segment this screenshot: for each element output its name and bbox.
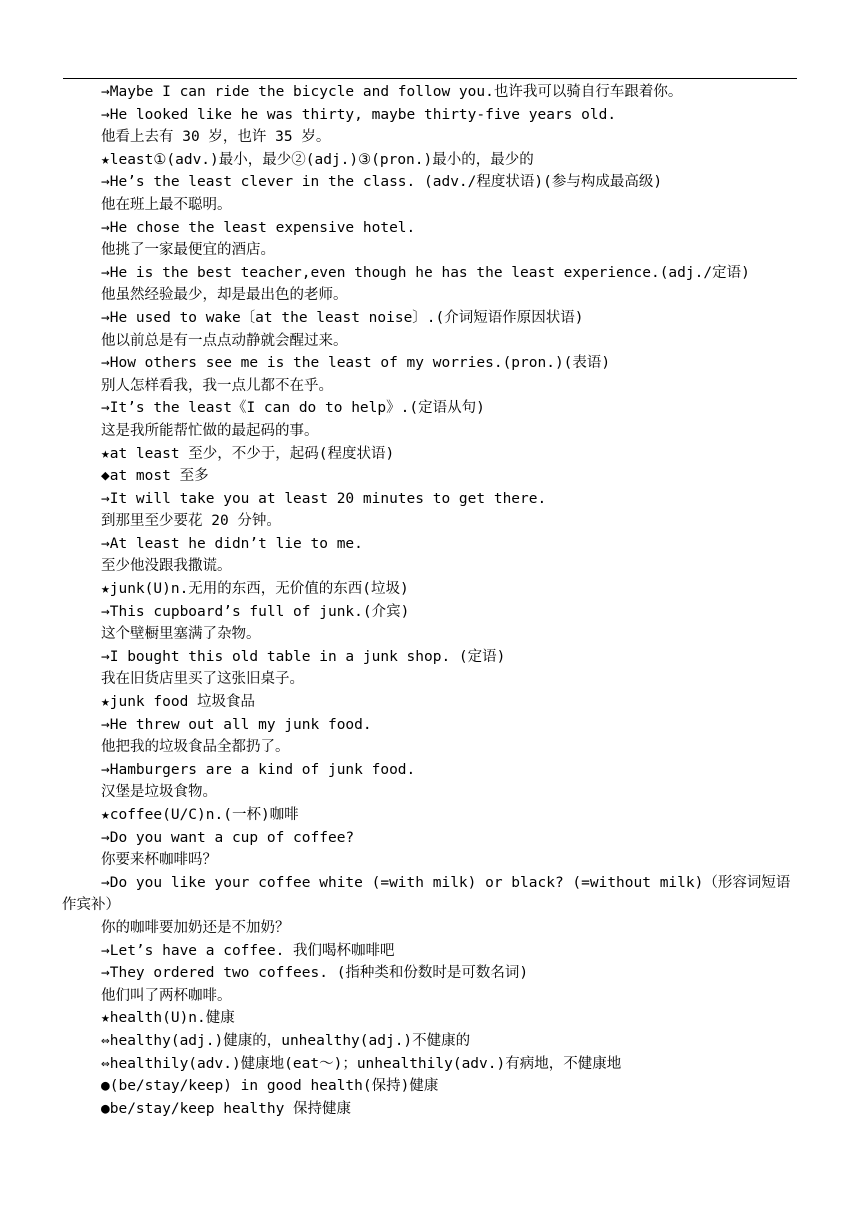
text-line: ★at least 至少，不少于，起码(程度状语): [101, 445, 395, 462]
text-line: →He is the best teacher,even though he has the least experience.(adj./定语): [101, 264, 750, 281]
text-line: →They ordered two coffees. (指种类和份数时是可数名词): [101, 965, 529, 982]
text-line: 别人怎样看我，我一点儿都不在乎。: [101, 377, 333, 394]
text-line: →He chose the least expensive hotel.: [101, 219, 416, 236]
text-line: 你要来杯咖啡吗？: [101, 852, 217, 869]
text-line: 他挑了一家最便宜的酒店。: [101, 242, 275, 259]
text-line: →How others see me is the least of my worries.(pron.)(表语): [101, 355, 611, 372]
text-line: 我在旧货店里买了这张旧桌子。: [101, 671, 304, 688]
text-line: 他虽然经验最少，却是最出色的老师。: [101, 287, 348, 304]
text-line: ●(be/stay/keep) in good health(保持)健康: [101, 1078, 439, 1095]
text-line: 你的咖啡要加奶还是不加奶？: [101, 919, 290, 936]
text-line: 到那里至少要花 20 分钟。: [101, 513, 281, 530]
text-line-wrapped: →Do you like your coffee white (=with milk) or black? (=without milk)（形容词短语作宾补）: [62, 874, 791, 914]
text-line: ⇔healthy(adj.)健康的，unhealthy(adj.)不健康的: [101, 1032, 471, 1049]
text-line: 他以前总是有一点点动静就会醒过来。: [101, 332, 348, 349]
text-line: 他把我的垃圾食品全都扔了。: [101, 739, 290, 756]
text-line: →I bought this old table in a junk shop. (定语): [101, 648, 506, 665]
text-line: 至少他没跟我撒谎。: [101, 558, 232, 575]
text-line: 这是我所能帮忙做的最起码的事。: [101, 422, 319, 439]
text-line: →It will take you at least 20 minutes to get there.: [101, 490, 547, 507]
text-line: →Maybe I can ride the bicycle and follow you.也许我可以骑自行车跟着你。: [101, 84, 683, 100]
text-line: →Do you want a cup of coffee?: [101, 829, 355, 846]
header-rule: [63, 78, 797, 79]
text-line: ★coffee(U/C)n.(一杯)咖啡: [101, 807, 299, 823]
text-line: ⇔healthily(adv.)健康地(eat～)；unhealthily(adv.)有病地，不健康地: [101, 1055, 622, 1072]
text-line: ★health(U)n.健康: [101, 1010, 235, 1027]
text-line: 汉堡是垃圾食物。: [101, 784, 217, 801]
text-line: →He threw out all my junk food.: [101, 716, 372, 733]
text-line: ●be/stay/keep healthy 保持健康: [101, 1100, 352, 1117]
text-line: ★junk food 垃圾食品: [101, 694, 256, 711]
text-line: →He looked like he was thirty, maybe thirty-five years old.: [101, 106, 617, 123]
text-line: →It’s the least《I can do to help》.(定语从句): [101, 400, 485, 417]
text-line: →This cupboard’s full of junk.(介宾): [101, 603, 410, 620]
text-line: →He used to wake〔at the least noise〕.(介词短语作原因状语): [101, 309, 584, 326]
text-line: →Let’s have a coffee. 我们喝杯咖啡吧: [101, 942, 395, 959]
text-line: 他在班上最不聪明。: [101, 196, 232, 213]
text-line: ◆at most 至多: [101, 468, 209, 485]
text-line: →At least he didn’t lie to me.: [101, 535, 363, 552]
text-line: 他们叫了两杯咖啡。: [101, 987, 232, 1004]
text-line: 这个壁橱里塞满了杂物。: [101, 626, 261, 643]
text-line: →He’s the least clever in the class. (adv./程度状语)(参与构成最高级): [101, 174, 663, 191]
text-line: 他看上去有 30 岁，也许 35 岁。: [101, 129, 331, 146]
document-body: [62, 81, 798, 1120]
text-line: ★least①(adv.)最小，最少②(adj.)③(pron.)最小的，最少的: [101, 151, 534, 168]
text-line: ★junk(U)n.无用的东西，无价值的东西(垃圾): [101, 581, 409, 598]
text-line: →Hamburgers are a kind of junk food.: [101, 761, 416, 778]
